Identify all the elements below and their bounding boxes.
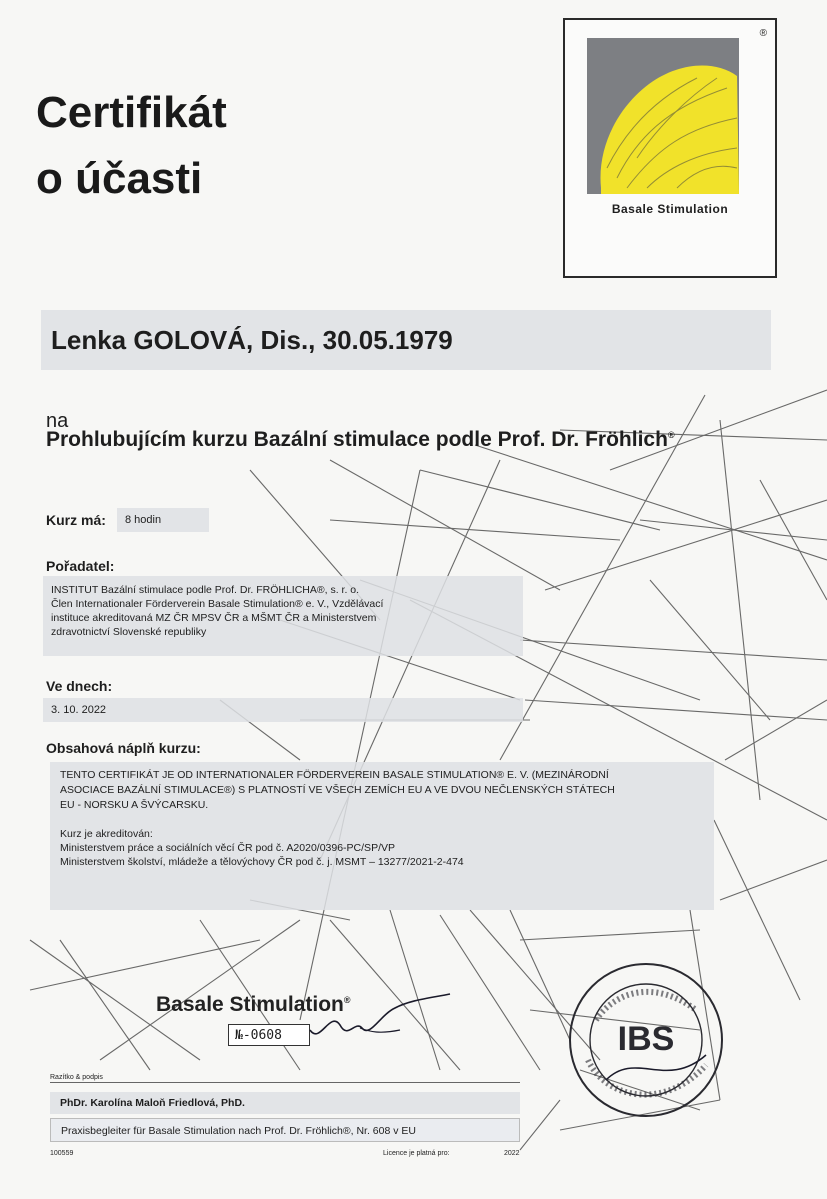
official-stamp (566, 960, 726, 1120)
content-box (50, 762, 714, 910)
content-label: Obsahová náplň kurzu: (46, 740, 201, 756)
accreditation-line: Ministerstvem práce a sociálních věcí ČR pod č. A2020/0396-PC/SP/VP (60, 842, 395, 854)
title-line-2: o účasti (36, 154, 203, 203)
accreditation-line: Ministerstvem školství, mládeže a tělovýchovy ČR pod č. j. MSMT – 13277/2021-2-474 (60, 856, 464, 868)
dates-label: Ve dnech: (46, 678, 113, 694)
hours-value: 8 hodin (117, 508, 209, 532)
title-line-1: Certifikát (36, 88, 227, 137)
signature-label: Razítko & podpis (50, 1074, 103, 1081)
organizer-line: Člen Internationaler Förderverein Basale Stimulation® e. V., Vzdělávací (51, 598, 384, 610)
course-title (46, 428, 675, 452)
course-title-text: Prohlubujícím kurzu Bazální stimulace podle Prof. Dr. Fröhlich (46, 428, 668, 451)
footer-year: 2022 (504, 1150, 520, 1157)
hours-label: Kurz má: (46, 512, 106, 528)
brand-registered-mark: ® (343, 995, 351, 1005)
organizer-box (43, 576, 523, 656)
serial-number: №-0608 (228, 1024, 310, 1046)
content-text (60, 768, 704, 813)
brand-text: Basale Stimulation (156, 993, 344, 1016)
organizer-label: Pořadatel: (46, 558, 115, 574)
certificate-title (36, 80, 227, 212)
organizer-line: INSTITUT Bazální stimulace podle Prof. Dr. FRÖHLICHA®, s. r. o. (51, 584, 360, 596)
participant-name-field: Lenka GOLOVÁ, Dis., 30.05.1979 (41, 310, 771, 370)
accreditation-text (60, 827, 704, 869)
na-label: na (46, 410, 69, 432)
basale-stimulation-logo (563, 18, 777, 278)
organizer-line: zdravotnictví Slovenské republiky (51, 626, 207, 638)
signature-line (50, 1082, 520, 1083)
course-registered-mark: ® (667, 430, 675, 440)
content-line: ASOCIACE BAZÁLNÍ STIMULACE®) S PLATNOSTÍ VE VŠECH ZEMÍCH EU A VE DVOU NEČLENSKÝCH STÁTECH (60, 784, 615, 796)
content-line: TENTO CERTIFIKÁT JE OD INTERNATIONALER FÖRDERVEREIN BASALE STIMULATION® E. V. (MEZINÁRODNÍ (60, 769, 609, 781)
footer-licence-label: Licence je platná pro: (383, 1150, 450, 1157)
dates-value: 3. 10. 2022 (43, 698, 523, 722)
footer-number: 100559 (50, 1150, 74, 1157)
organizer-line: instituce akreditovaná MZ ČR MPSV ČR a MŠMT ČR a Ministerstvem (51, 612, 377, 624)
logo-registered-mark: ® (759, 28, 767, 39)
logo-image (587, 38, 739, 194)
content-line: EU - NORSKU A ŠVÝCARSKU. (60, 799, 209, 811)
accreditation-line: Kurz je akreditován: (60, 828, 153, 840)
handwritten-signature (300, 990, 460, 1050)
signer-name: PhDr. Karolína Maloň Friedlová, PhD. (50, 1092, 520, 1114)
logo-text: Basale Stimulation (611, 202, 729, 216)
svg-text:IBS: IBS (617, 1020, 675, 1058)
praxis-line: Praxisbegleiter für Basale Stimulation nach Prof. Dr. Fröhlich®, Nr. 608 v EU (50, 1118, 520, 1142)
